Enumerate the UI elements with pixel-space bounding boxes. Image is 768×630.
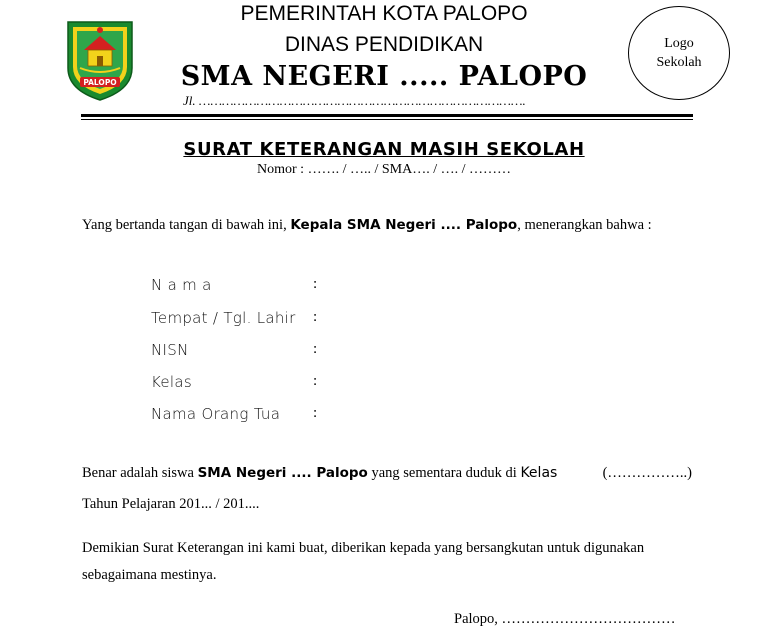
body-kelas-blank: (……………..) — [602, 465, 692, 481]
body-kelas: Kelas — [520, 465, 558, 481]
place-date: Palopo, ……………………………… — [454, 611, 676, 627]
field-label-orang-tua: Nama Orang Tua — [151, 405, 281, 423]
year-line: Tahun Pelajaran 201... / 201.... — [82, 496, 260, 512]
school-logo-placeholder — [628, 6, 730, 100]
field-colon-nisn: : — [313, 341, 318, 357]
letterhead-address: Jl. …………………………………………………………………………. — [183, 93, 526, 108]
letterhead-school-name: SMA NEGERI ..... PALOPO — [180, 61, 588, 92]
letterhead-department: DINAS PENDIDIKAN — [284, 33, 484, 56]
closing-line-1: Demikian Surat Keterangan ini kami buat, diberikan kepada yang bersangkutan untuk digunakan — [82, 540, 645, 556]
emblem-text: PALOPO — [83, 78, 117, 87]
body-school: SMA Negeri .... Palopo — [197, 465, 368, 481]
intro-paragraph — [82, 217, 652, 234]
letterhead-government: PEMERINTAH KOTA PALOPO — [240, 2, 528, 25]
field-label-tempat-lahir: Tempat / Tgl. Lahir — [151, 309, 296, 327]
field-colon-orang-tua: : — [313, 405, 318, 421]
field-label-nisn: NISN — [151, 341, 189, 359]
header-rule-thin — [81, 119, 693, 120]
field-label-nama: N a m a — [151, 276, 212, 294]
logo-placeholder-line1: Logo — [664, 36, 694, 51]
intro-school: Kepala SMA Negeri .... Palopo — [290, 217, 518, 233]
intro-suffix: , menerangkan bahwa : — [517, 217, 652, 233]
field-colon-nama: : — [313, 276, 318, 292]
closing-line-2: sebagaimana mestinya. — [82, 567, 217, 583]
logo-placeholder-line2: Sekolah — [656, 55, 702, 70]
header-rule-thick — [81, 114, 693, 117]
letter-title: SURAT KETERANGAN MASIH SEKOLAH — [183, 139, 585, 160]
letter-number: Nomor : ……. / ….. / SMA…. / …. / ……… — [257, 162, 511, 177]
field-colon-tempat-lahir: : — [313, 309, 318, 325]
field-colon-kelas: : — [313, 373, 318, 389]
field-label-kelas: Kelas — [151, 373, 192, 391]
body-prefix: Benar adalah siswa — [82, 465, 198, 481]
intro-prefix: Yang bertanda tangan di bawah ini, — [82, 217, 291, 233]
body-statement — [82, 465, 692, 482]
body-mid: yang sementara duduk di — [367, 465, 521, 481]
